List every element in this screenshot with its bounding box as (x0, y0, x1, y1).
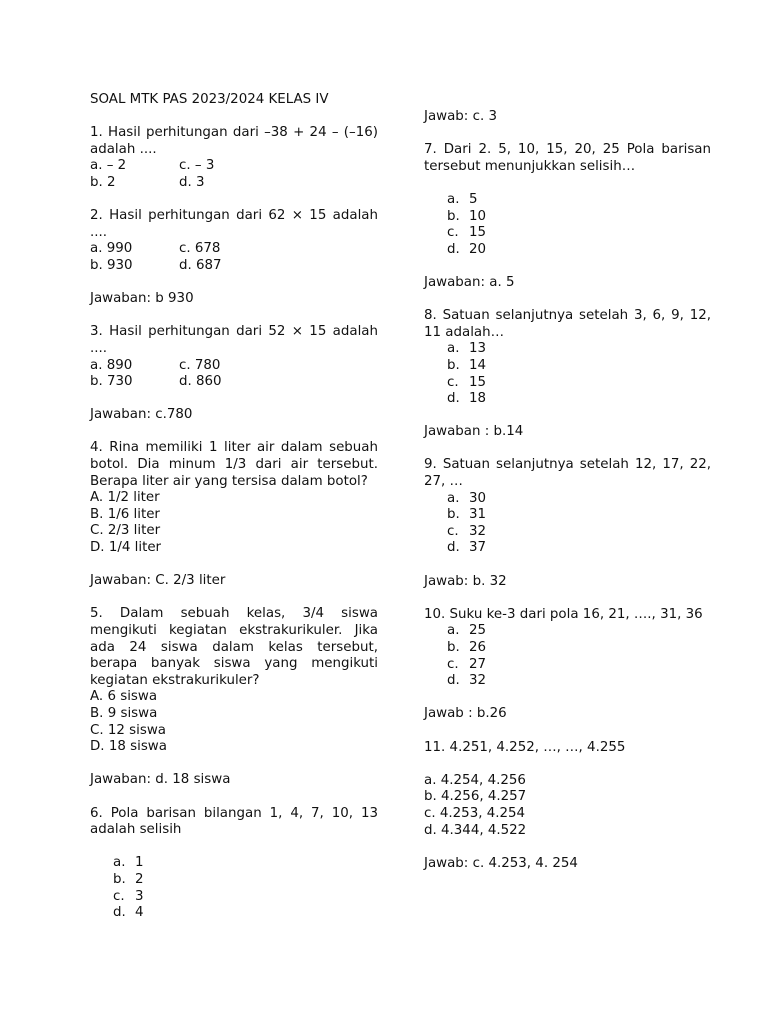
right-column (424, 109, 711, 872)
q4-option-d: D. 1/4 liter (90, 540, 162, 556)
answer-6: Jawab: c. 3 (424, 109, 497, 124)
q5-option-a: A. 6 siswa (90, 689, 158, 705)
q11-option-b: b. 4.256, 4.257 (424, 789, 527, 805)
list-item: c. 32 (447, 523, 487, 539)
q10-options (447, 623, 711, 689)
answer-10: Jawab : b.26 (424, 706, 507, 722)
question-2: 2. Hasil perhitungan dari 62 × 15 adalah .... (90, 208, 378, 240)
q3-options-row-2: b. 730 d. 860 (90, 374, 222, 390)
list-item: a. 5 (447, 191, 478, 207)
q6-options (113, 855, 378, 921)
q2-options-row-1: a. 990 c. 678 (90, 241, 221, 257)
q4-option-a: A. 1/2 liter (90, 490, 160, 506)
list-item: a. 25 (447, 623, 487, 639)
list-item: d. 4 (113, 905, 144, 921)
q5-option-b: B. 9 siswa (90, 705, 158, 721)
q8-options (447, 341, 711, 407)
list-item: d. 37 (447, 540, 487, 556)
question-4: 4. Rina memiliki 1 liter air dalam sebuah botol. Dia minum 1/3 dari air tersebut. Berapa liter air yang tersisa dalam botol? (90, 440, 378, 489)
list-item: a. 30 (447, 490, 487, 506)
list-item: d. 18 (447, 391, 487, 407)
answer-3: Jawaban: c.780 (90, 407, 193, 423)
q5-option-c: C. 12 siswa (90, 722, 166, 738)
q3-options-row-1: a. 890 c. 780 (90, 357, 221, 373)
list-item: a. 13 (447, 341, 487, 357)
list-item: c. 15 (447, 374, 487, 390)
answer-8: Jawaban : b.14 (424, 424, 524, 440)
q5-option-d: D. 18 siswa (90, 739, 167, 755)
question-5: 5. Dalam sebuah kelas, 3/4 siswa mengikuti kegiatan ekstrakurikuler. Jika ada 24 siswa dalam kelas tersebut, berapa banyak siswa yang mengikuti kegiatan ekstrakurikuler? (90, 606, 378, 688)
page-title: SOAL MTK PAS 2023/2024 KELAS IV (90, 92, 329, 107)
answer-2: Jawaban: b 930 (90, 291, 194, 307)
q4-option-c: C. 2/3 liter (90, 523, 161, 539)
question-9: 9. Satuan selanjutnya setelah 12, 17, 22, 27, … (424, 457, 711, 490)
list-item: a. 1 (113, 855, 144, 871)
answer-7: Jawaban: a. 5 (424, 274, 515, 290)
question-3: 3. Hasil perhitungan dari 52 × 15 adalah .... (90, 324, 378, 356)
question-1: 1. Hasil perhitungan dari –38 + 24 – (–16) adalah .... (90, 125, 378, 157)
answer-11: Jawab: c. 4.253, 4. 254 (424, 855, 578, 871)
q11-option-c: c. 4.253, 4.254 (424, 805, 526, 821)
answer-4: Jawaban: C. 2/3 liter (90, 573, 226, 589)
q9-options (447, 491, 711, 557)
question-7: 7. Dari 2. 5, 10, 15, 20, 25 Pola barisan tersebut menunjukkan selisih… (424, 142, 711, 174)
list-item: b. 26 (447, 640, 487, 655)
list-item: d. 20 (447, 241, 487, 257)
q1-options-row-1: a. – 2 c. – 3 (90, 158, 215, 174)
q4-option-b: B. 1/6 liter (90, 506, 160, 522)
list-item: d. 32 (447, 673, 487, 689)
list-item: c. 3 (113, 888, 144, 904)
question-11: 11. 4.251, 4.252, …, …, 4.255 (424, 739, 626, 755)
question-8: 8. Satuan selanjutnya setelah 3, 6, 9, 12, 11 adalah… (424, 308, 711, 340)
list-item: b. 31 (447, 507, 487, 523)
left-column (90, 92, 378, 922)
answer-5: Jawaban: d. 18 siswa (90, 772, 231, 788)
q11-option-a: a. 4.254, 4.256 (424, 772, 526, 788)
question-6: 6. Pola barisan bilangan 1, 4, 7, 10, 13 adalah selisih (90, 805, 378, 838)
q1-options-row-2: b. 2 d. 3 (90, 174, 205, 190)
list-item: c. 15 (447, 225, 487, 241)
q2-options-row-2: b. 930 d. 687 (90, 257, 222, 273)
q11-option-d: d. 4.344, 4.522 (424, 822, 527, 838)
list-item: b. 10 (447, 208, 487, 224)
question-10: 10. Suku ke-3 dari pola 16, 21, …., 31, 36 (424, 606, 703, 622)
list-item: b. 14 (447, 357, 487, 373)
list-item: b. 2 (113, 871, 144, 887)
q7-options (447, 192, 711, 258)
list-item: c. 27 (447, 656, 487, 672)
answer-9: Jawab: b. 32 (424, 573, 507, 589)
